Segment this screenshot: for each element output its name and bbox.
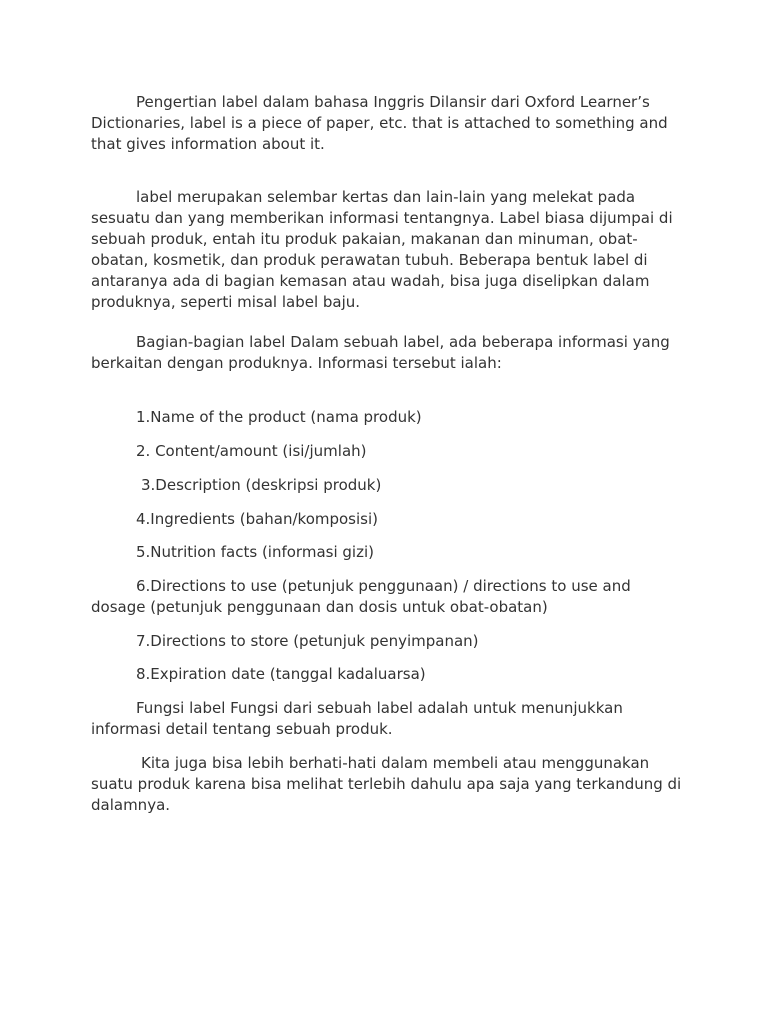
list-item: 7.Directions to store (petunjuk penyimpanan) [136,632,479,650]
list-item: 6.Directions to use (petunjuk penggunaan) / directions to use and dosage (petunjuk penggunaan dan dosis untuk obat-obatan) [91,577,631,616]
paragraph-label-function: Fungsi label Fungsi dari sebuah label adalah untuk menunjukkan informasi detail tentang sebuah produk. [91,699,623,738]
paragraph-label-parts-intro: Bagian-bagian label Dalam sebuah label, ada beberapa informasi yang berkaitan dengan produknya. Informasi tersebut ialah: [91,333,670,372]
list-item: 3.Description (deskripsi produk) [141,476,382,494]
paragraph-label-benefit: Kita juga bisa lebih berhati-hati dalam membeli atau menggunakan suatu produk karena bisa melihat terlebih dahulu apa saja yang terkandung di dalamnya. [91,754,682,814]
paragraph-label-definition-english: Pengertian label dalam bahasa Inggris Dilansir dari Oxford Learner’s Dictionaries, label is a piece of paper, etc. that is attached to something and that gives information about it. [91,93,668,153]
list-item: 2. Content/amount (isi/jumlah) [136,442,367,460]
list-item: 4.Ingredients (bahan/komposisi) [136,510,378,528]
paragraph-label-definition-indonesian: label merupakan selembar kertas dan lain-lain yang melekat pada sesuatu dan yang memberikan informasi tentangnya. Label biasa dijumpai di sebuah produk, entah itu produk pakaian, makanan dan minuman, obat-obatan, kosmetik, dan produk perawatan tubuh. Beberapa bentuk label di antaranya ada di bagian kemasan atau wadah, bisa juga diselipkan dalam produknya, seperti misal label baju. [91,188,673,311]
list-item: 8.Expiration date (tanggal kadaluarsa) [136,665,426,683]
list-item: 5.Nutrition facts (informasi gizi) [136,543,374,561]
list-item: 1.Name of the product (nama produk) [136,408,422,426]
